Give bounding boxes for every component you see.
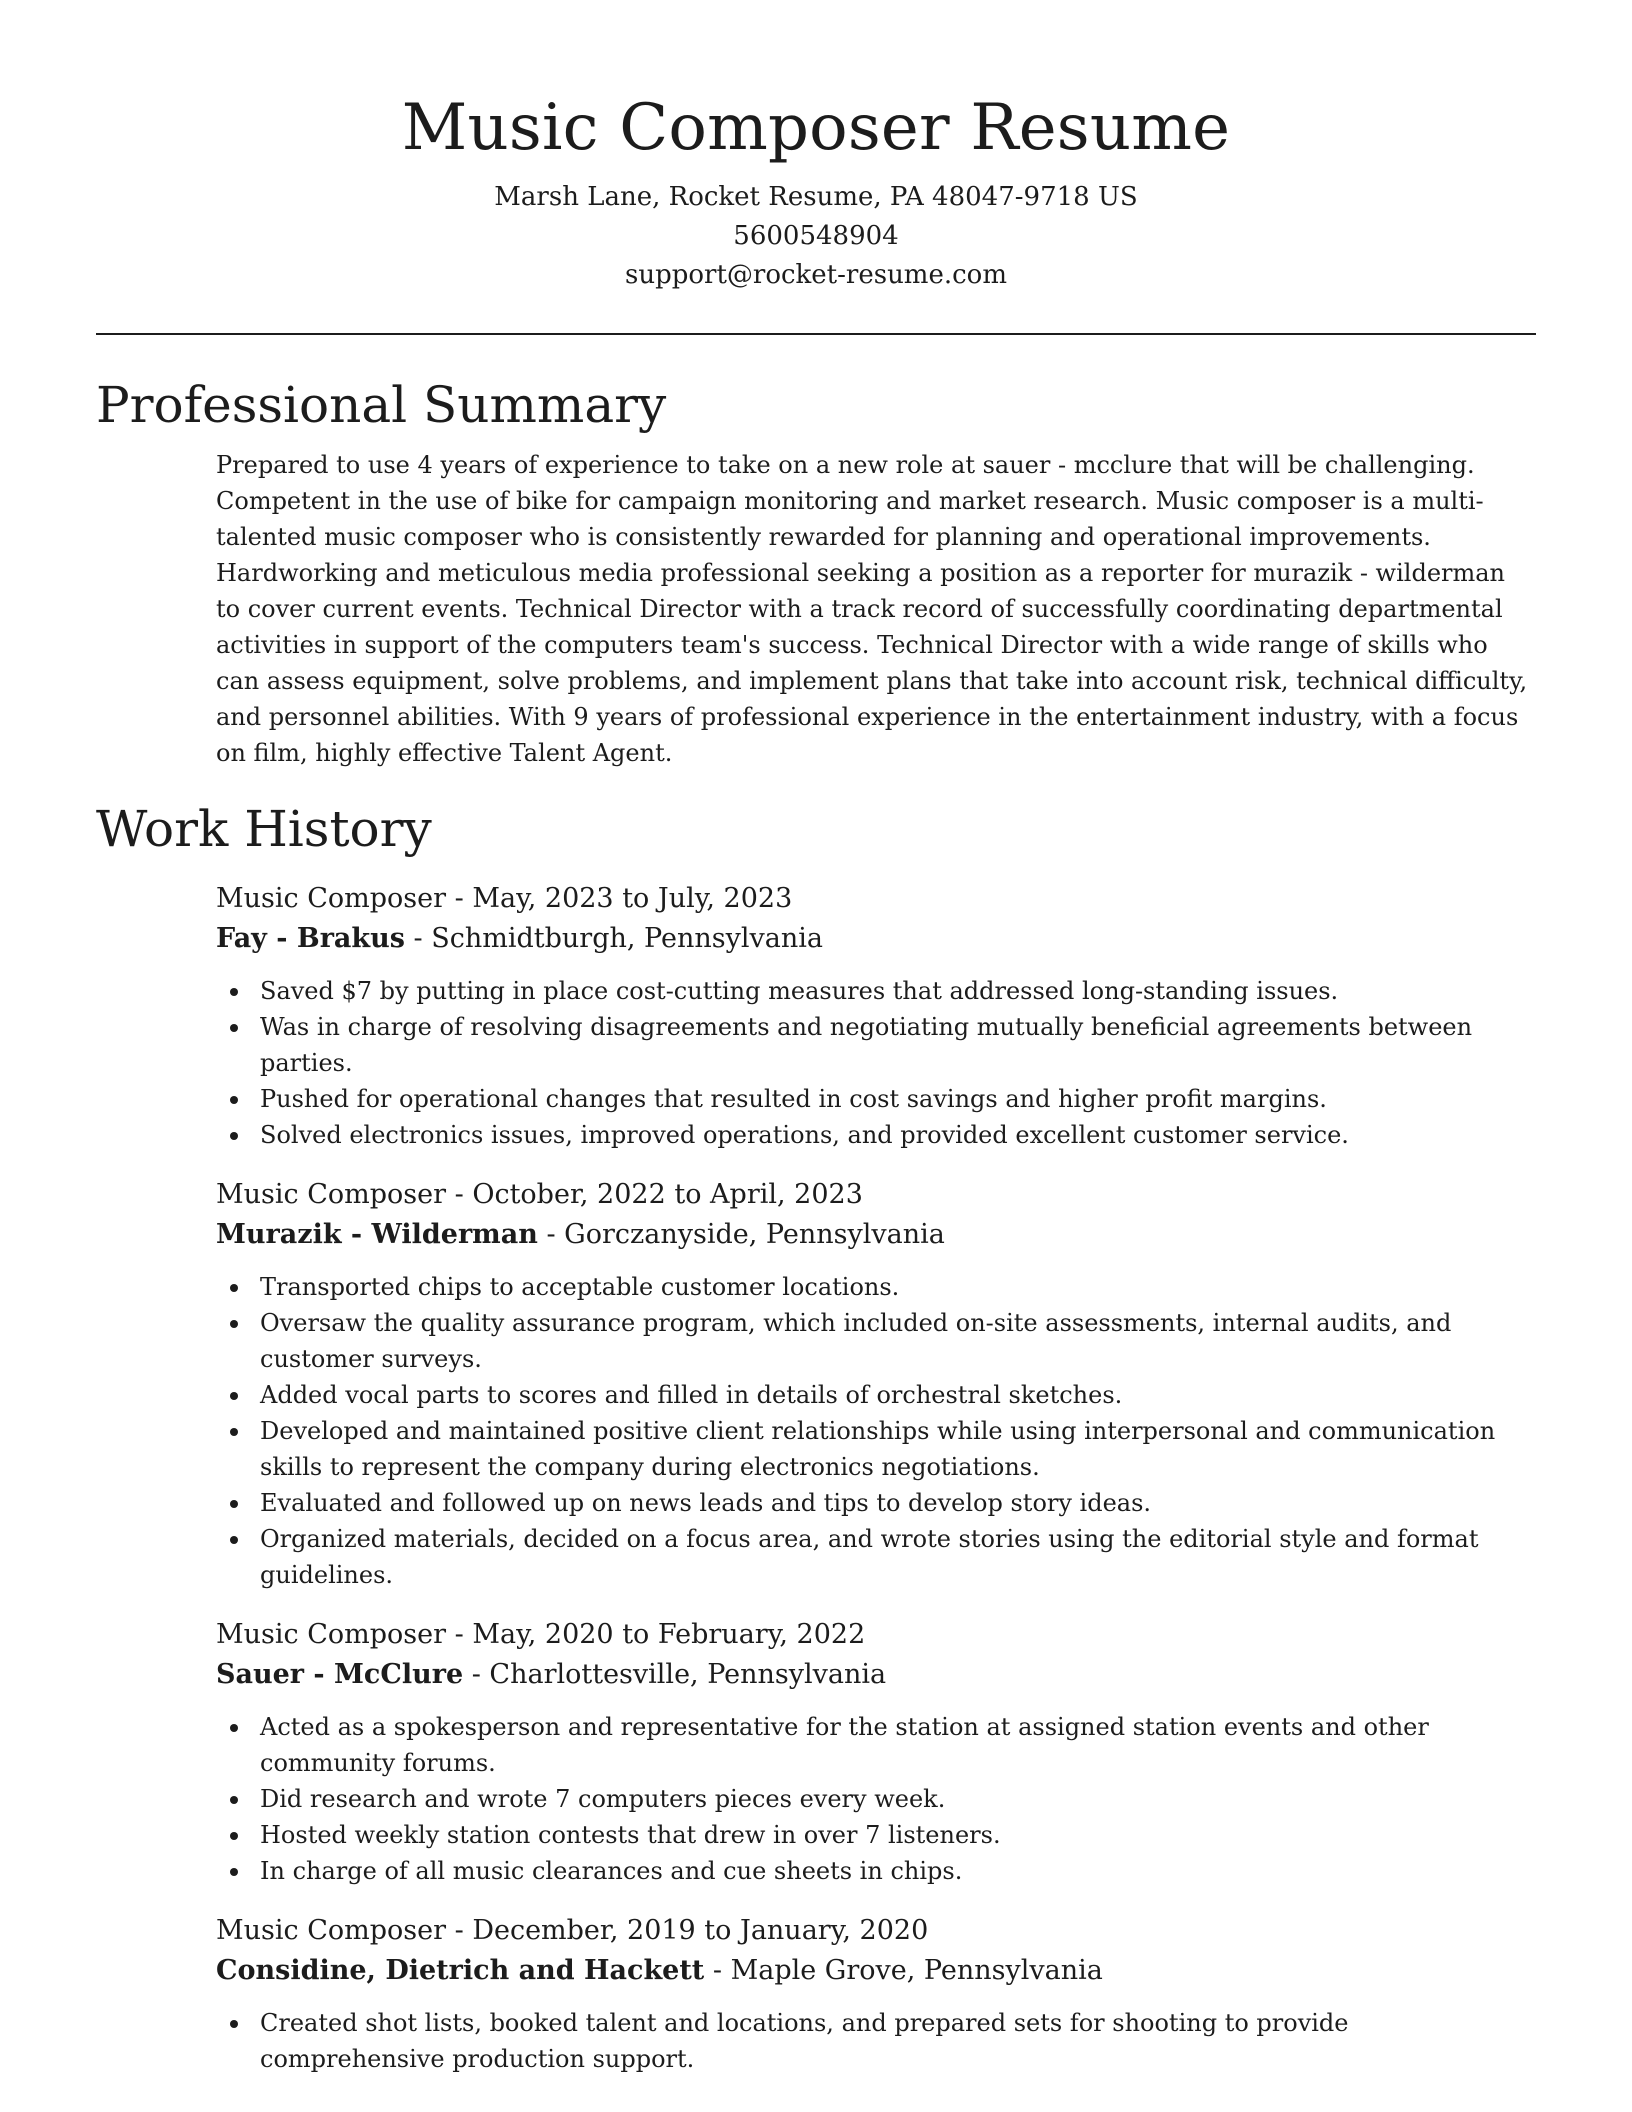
job-entry (216, 1615, 1536, 1889)
job-location: - Schmidtburgh, Pennsylvania (404, 923, 823, 954)
job-company: Considine, Dietrich and Hackett (216, 1955, 705, 1986)
job-bullet: Acted as a spokesperson and representative for the station at assigned station events and other community forums. (216, 1709, 1536, 1781)
job-company-line (216, 1215, 1536, 1255)
work-history-heading: Work History (96, 800, 432, 858)
job-role: Music Composer (216, 1619, 447, 1650)
job-dates: - May, 2020 to February, 2022 (446, 1619, 866, 1650)
page-title: Music Composer Resume (401, 91, 1231, 165)
job-company: Fay - Brakus (216, 923, 405, 954)
job-bullets (216, 1709, 1536, 1889)
job-bullets (216, 2005, 1536, 2077)
address: Marsh Lane, Rocket Resume, PA 48047-9718 US (494, 182, 1138, 212)
job-role: Music Composer (216, 883, 447, 914)
job-bullet: Was in charge of resolving disagreements and negotiating mutually beneficial agreements between parties. (216, 1009, 1536, 1081)
job-title-line (216, 1615, 1536, 1655)
job-location: - Charlottesville, Pennsylvania (463, 1659, 887, 1690)
job-bullet: Pushed for operational changes that resulted in cost savings and higher profit margins. (216, 1081, 1536, 1117)
job-bullet: Organized materials, decided on a focus area, and wrote stories using the editorial style and format guidelines. (216, 1521, 1536, 1593)
phone-number: 5600548904 (733, 221, 899, 251)
job-bullet: Solved electronics issues, improved operations, and provided excellent customer service. (216, 1117, 1536, 1153)
job-bullet: Did research and wrote 7 computers pieces every week. (216, 1781, 1536, 1817)
header-divider (96, 333, 1536, 335)
job-title-line (216, 879, 1536, 919)
job-company-line (216, 919, 1536, 959)
job-bullet: Saved $7 by putting in place cost-cutting measures that addressed long-standing issues. (216, 973, 1536, 1009)
job-title-line (216, 1175, 1536, 1215)
job-bullets (216, 973, 1536, 1153)
job-bullet: Developed and maintained positive client relationships while using interpersonal and communication skills to represent the company during electronics negotiations. (216, 1413, 1536, 1485)
job-bullet: Created shot lists, booked talent and locations, and prepared sets for shooting to provide comprehensive production support. (216, 2005, 1536, 2077)
job-dates: - December, 2019 to January, 2020 (446, 1915, 929, 1946)
job-bullet: Evaluated and followed up on news leads and tips to develop story ideas. (216, 1485, 1536, 1521)
job-role: Music Composer (216, 1179, 447, 1210)
job-entry (216, 1911, 1536, 2077)
job-company-line (216, 1951, 1536, 1991)
summary-heading: Professional Summary (96, 376, 667, 434)
job-title-line (216, 1911, 1536, 1951)
job-company-line (216, 1655, 1536, 1695)
job-location: - Maple Grove, Pennsylvania (704, 1955, 1103, 1986)
job-bullet: Oversaw the quality assurance program, which included on-site assessments, internal audits, and customer surveys. (216, 1305, 1536, 1377)
summary-text: Prepared to use 4 years of experience to take on a new role at sauer - mcclure that will be challenging. Competent in the use of bike for campaign monitoring and market research. Music composer is a multi-talented music composer who is consistently rewarded for planning and operational improvements. Hardworking and meticulous media professional seeking a position as a reporter for murazik - wilderman to cover current events. Technical Director with a track record of successfully coordinating departmental activities in support of the computers team's success. Technical Director with a wide range of skills who can assess equipment, solve problems, and implement plans that take into account risk, technical difficulty, and personnel abilities. With 9 years of professional experience in the entertainment industry, with a focus on film, highly effective Talent Agent. (216, 451, 1528, 767)
job-entry (216, 1175, 1536, 1593)
job-location: - Gorczanyside, Pennsylvania (537, 1219, 945, 1250)
job-dates: - October, 2022 to April, 2023 (446, 1179, 863, 1210)
job-entry (216, 879, 1536, 1153)
resume-header (96, 82, 1536, 295)
email-address: support@rocket-resume.com (624, 260, 1007, 290)
job-company: Murazik - Wilderman (216, 1219, 538, 1250)
job-bullet: Transported chips to acceptable customer locations. (216, 1269, 1536, 1305)
job-company: Sauer - McClure (216, 1659, 464, 1690)
job-bullet: In charge of all music clearances and cue sheets in chips. (216, 1853, 1536, 1889)
job-role: Music Composer (216, 1915, 447, 1946)
contact-info (96, 178, 1536, 295)
job-bullets (216, 1269, 1536, 1593)
job-dates: - May, 2023 to July, 2023 (446, 883, 793, 914)
job-bullet: Hosted weekly station contests that drew in over 7 listeners. (216, 1817, 1536, 1853)
job-bullet: Added vocal parts to scores and filled in details of orchestral sketches. (216, 1377, 1536, 1413)
